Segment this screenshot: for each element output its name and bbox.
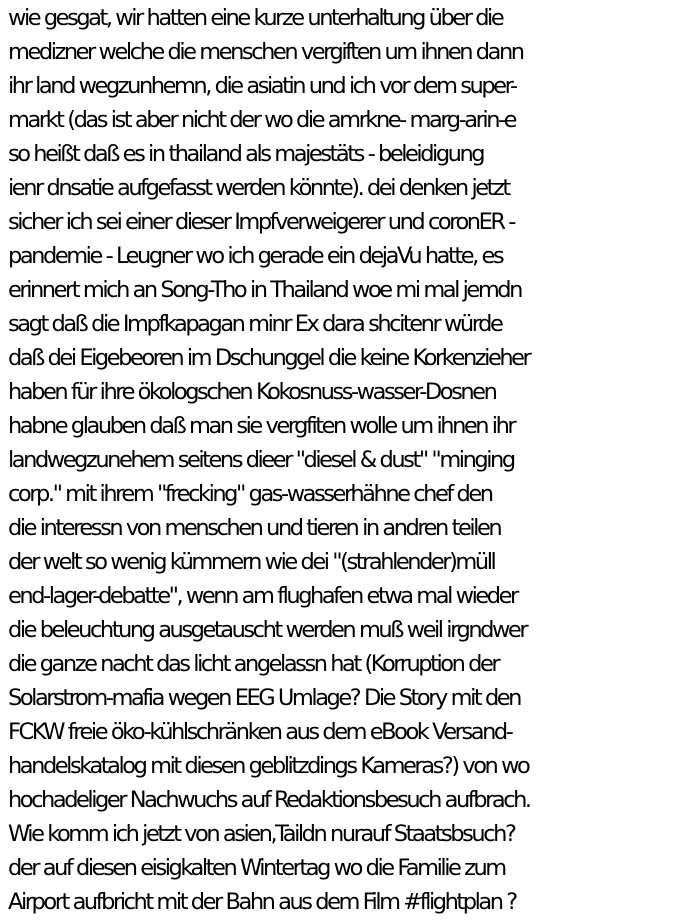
text-line: die interessn von menschen und tieren in andren teilen [8,515,501,541]
text-line: markt (das ist aber nicht der wo die amrkne- marg-arin-e [8,107,516,133]
text-line: FCKW freie öko-kühlschränken aus dem eBook Versand- [8,719,512,745]
text-line: ihr land wegzunhemn, die asiatin und ich vor dem super- [8,73,516,99]
text-line: medizner welche die menschen vergiften um ihnen dann [8,39,523,65]
text-line: end-lager-debatte", wenn am flughafen etwa mal wieder [8,583,517,609]
text-line: ienr dnsatie aufgefasst werden könnte). dei denken jetzt [8,175,509,201]
text-line: hochadeliger Nachwuchs auf Redaktionsbesuch aufbrach. [8,787,530,813]
text-line: wie gesgat, wir hatten eine kurze unterhaltung über die [8,5,503,31]
text-line: die ganze nacht das licht angelassn hat (Korruption der [8,651,499,677]
text-line: handelskatalog mit diesen geblitzdings Kameras?) von wo [8,753,529,779]
text-line: habne glauben daß man sie vergfiten wolle um ihnen ihr [8,413,515,439]
text-line: so heißt daß es in thailand als majestäts - beleidigung [8,141,484,167]
text-line: der welt so wenig kümmern wie dei "(strahlender)müll [8,549,495,575]
text-line: haben für ihre ökologschen Kokosnuss-wasser-Dosnen [8,379,496,405]
text-line: corp." mit ihrem "frecking" gas-wasserhähne chef den [8,481,492,507]
text-line: daß dei Eigebeoren im Dschunggel die keine Korkenzieher [8,345,530,371]
text-line: die beleuchtung ausgetauscht werden muß weil irgndwer [8,617,527,643]
text-line: der auf diesen eisigkalten Wintertag wo die Familie zum [8,855,505,881]
text-line: Airport aufbricht mit der Bahn aus dem Film #flightplan ? [8,889,516,915]
text-line: pandemie - Leugner wo ich gerade ein dejaVu hatte, es [8,243,503,269]
text-line: sagt daß die Impfkapagan minr Ex dara shcitenr würde [8,311,502,337]
document-text-block [8,1,684,919]
text-line: sicher ich sei einer dieser Impfverweigerer und coronER - [8,209,514,235]
text-line: erinnert mich an Song-Tho in Thailand woe mi mal jemdn [8,277,521,303]
text-line: Solarstrom-mafia wegen EEG Umlage? Die Story mit den [8,685,520,711]
text-line: Wie komm ich jetzt von asien,Taildn nurauf Staatsbsuch? [8,821,515,847]
text-line: landwegzunehem seitens dieer "diesel & dust" "minging [8,447,514,473]
